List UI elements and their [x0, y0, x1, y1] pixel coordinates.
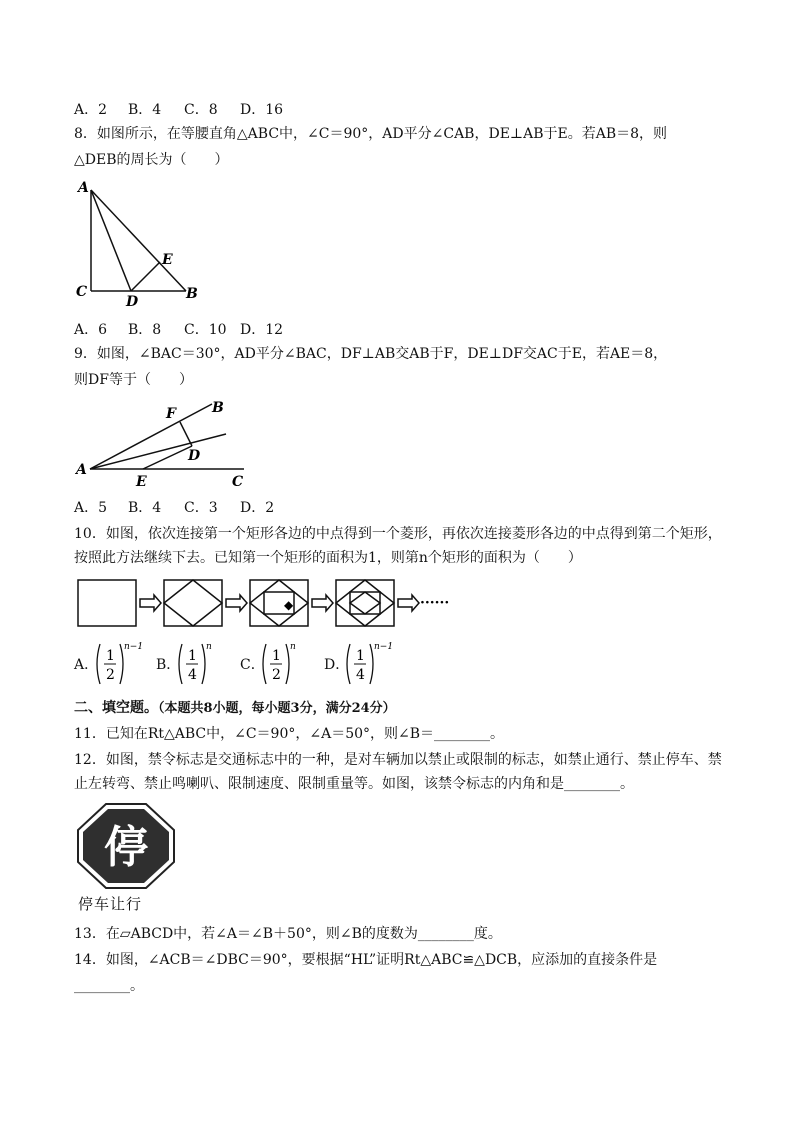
- q9-option-b: B．4: [128, 500, 162, 516]
- q9-label-b: B: [212, 400, 224, 416]
- q7-option-c: C．8: [184, 102, 218, 118]
- section-2-note: （本题共8小题，每小题3分，满分24分）: [158, 701, 396, 716]
- q9-label-a: A: [76, 462, 87, 478]
- q7-option-a: A．2: [74, 102, 108, 118]
- q10-stem-line2: 按照此方法继续下去。已知第一个矩形的面积为1，则第n个矩形的面积为（ ）: [74, 550, 582, 566]
- stop-sign-icon: [76, 802, 176, 892]
- q10-option-d-formula: [344, 640, 394, 690]
- arrow-icon: [226, 595, 247, 611]
- q8-option-a: A．6: [74, 322, 108, 338]
- q9-label-d: D: [188, 448, 201, 464]
- q8-label-b: B: [186, 286, 198, 302]
- svg-text:1: 1: [188, 648, 197, 664]
- svg-text:1: 1: [356, 648, 365, 664]
- q10-option-a-formula: [94, 640, 144, 690]
- q14-stem-line1: 14．如图，∠ACB＝∠DBC＝90°，要根据“HL”证明Rt△ABC≌△DCB，应添加的直接条件是: [74, 952, 658, 968]
- q10-continuation-dots: ······: [420, 595, 450, 611]
- q9-stem-line2: 则DF等于（ ）: [74, 372, 193, 388]
- svg-text:n: n: [290, 642, 296, 652]
- q10-option-c-formula: [260, 640, 300, 690]
- q8-label-a: A: [78, 180, 89, 196]
- section-2-title: 二、填空题。: [74, 700, 158, 716]
- q13-stem: 13．在▱ABCD中，若∠A＝∠B＋50°，则∠B的度数为________度。: [74, 926, 502, 942]
- q9-figure: [74, 394, 254, 489]
- stop-sign-caption: 停车让行: [78, 895, 143, 913]
- svg-text:◆: ◆: [284, 598, 294, 612]
- q8-label-e: E: [162, 252, 173, 268]
- q8-option-b: B．8: [128, 322, 162, 338]
- q9-stem-line1: 9．如图，∠BAC＝30°，AD平分∠BAC，DF⊥AB交AB于F，DE⊥DF交AC于E，若AE＝8，: [74, 346, 668, 362]
- q10-option-c-letter: C．: [240, 657, 265, 673]
- q8-stem-line2: △DEB的周长为（ ）: [74, 152, 229, 168]
- svg-text:4: 4: [188, 667, 197, 683]
- svg-text:n−1: n−1: [374, 642, 394, 652]
- q10-option-b-letter: B．: [156, 657, 181, 673]
- q10-figure: [74, 576, 454, 632]
- q9-option-a: A．5: [74, 500, 108, 516]
- q10-rect-2: [164, 580, 222, 626]
- q8-label-d: D: [126, 294, 139, 310]
- arrow-icon: [398, 595, 419, 611]
- svg-text:4: 4: [356, 667, 365, 683]
- svg-text:1: 1: [106, 648, 115, 664]
- arrow-icon: [312, 595, 333, 611]
- q9-option-c: C．3: [184, 500, 218, 516]
- section-2-heading: [74, 698, 396, 719]
- svg-text:n: n: [206, 642, 212, 652]
- q12-stem-line1: 12．如图，禁令标志是交通标志中的一种，是对车辆加以禁止或限制的标志，如禁止通行、禁止停车、禁: [74, 752, 722, 768]
- q8-option-c: C．10: [184, 322, 227, 338]
- svg-text:2: 2: [272, 667, 281, 683]
- q9-label-f: F: [166, 406, 176, 422]
- q11-stem: 11．已知在Rt△ABC中，∠C＝90°，∠A＝50°，则∠B＝________。: [74, 726, 505, 742]
- svg-text:n−1: n−1: [124, 642, 144, 652]
- q14-stem-line2: ________。: [74, 978, 144, 994]
- q12-stem-line2: 止左转弯、禁止鸣喇叭、限制速度、限制重量等。如图，该禁令标志的内角和是________。: [74, 776, 634, 792]
- svg-text:2: 2: [106, 667, 115, 683]
- svg-text:1: 1: [272, 648, 281, 664]
- q10-option-b-formula: [176, 640, 216, 690]
- q9-option-d: D．2: [240, 500, 275, 516]
- arrow-icon: [140, 595, 161, 611]
- q8-stem-line1: 8．如图所示，在等腰直角△ABC中，∠C＝90°，AD平分∠CAB，DE⊥AB于E。若AB＝8，则: [74, 126, 668, 142]
- q9-label-c: C: [232, 474, 244, 490]
- q10-option-a-letter: A．: [74, 657, 99, 673]
- q10-rect-1: [78, 580, 136, 626]
- q7-option-b: B．4: [128, 102, 162, 118]
- q10-rect-4: [336, 580, 394, 626]
- q9-label-e: E: [136, 474, 147, 490]
- q8-label-c: C: [76, 284, 88, 300]
- q10-rect-3: [250, 580, 308, 626]
- q8-option-d: D．12: [240, 322, 284, 338]
- q8-figure: [74, 178, 214, 308]
- q10-stem-line1: 10．如图，依次连接第一个矩形各边的中点得到一个菱形，再依次连接菱形各边的中点得到第二个矩形，: [74, 526, 722, 542]
- q10-option-d-letter: D．: [324, 657, 350, 673]
- stop-sign-char: 停: [104, 822, 148, 873]
- q7-option-d: D．16: [240, 102, 284, 118]
